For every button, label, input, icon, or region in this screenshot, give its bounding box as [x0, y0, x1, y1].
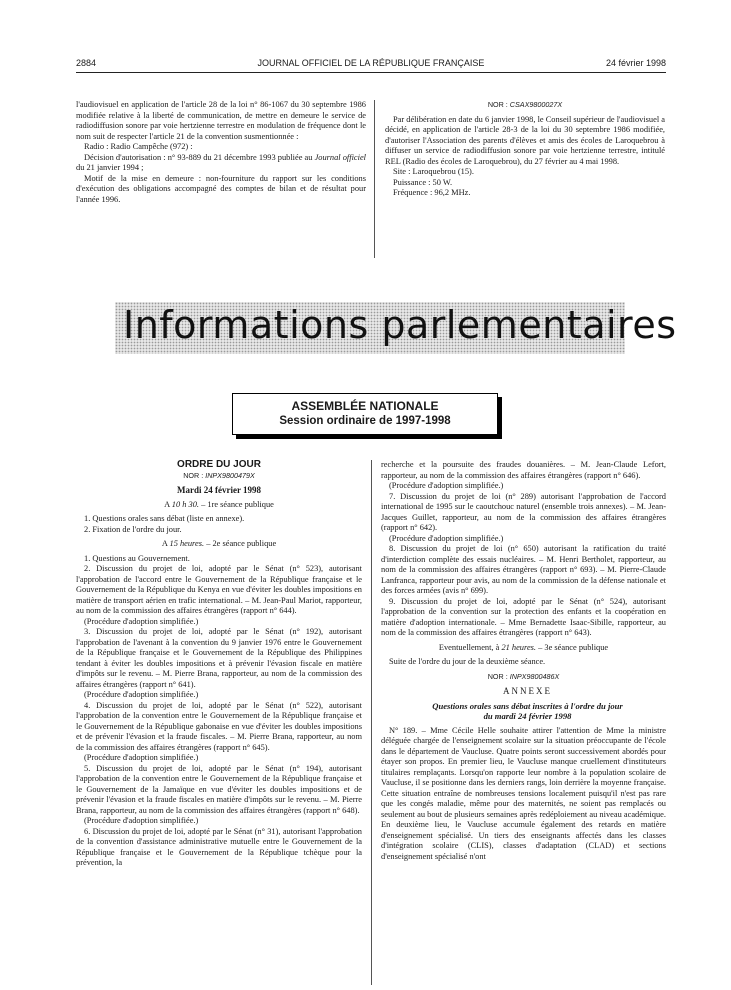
motif-line: Motif de la mise en demeure : non-fourniture du rapport sur les conditions d'exécution des obligations accompagné des comptes de bilan et de résultat pour l'année 1996.: [76, 173, 366, 204]
questions-date: du mardi 24 février 1998: [483, 711, 572, 721]
procedure-note: (Procédure d'adoption simplifiée.): [389, 533, 504, 543]
nor-reference: NOR : CSAX9800027X: [487, 100, 563, 109]
seance-3-heading: Eventuellement, à 21 heures. – 3e séance publique: [438, 642, 609, 652]
journal-title: JOURNAL OFFICIEL DE LA RÉPUBLIQUE FRANÇAISE: [257, 58, 485, 68]
suite-line: Suite de l'ordre du jour de la deuxième séance.: [389, 657, 546, 666]
agenda-item: 1. Questions au Gouvernement.: [84, 553, 190, 563]
radio-line: Radio : Radio Campêche (972) :: [84, 142, 193, 151]
agenda-item: 7. Discussion du projet de loi (n° 289) autorisant l'approbation de l'accord international de 1995 sur le caoutchouc naturel (ensemble trois annexes). – M. Jean-Jacques Guillet, rapporteur, au nom de la commission des affaires étrangères (rapport n° 642).: [381, 491, 666, 532]
bottom-right-column: [381, 460, 666, 862]
deliberation-paragraph: Par délibération en date du 6 janvier 1998, le Conseil supérieur de l'audiovisuel a décidé, en application de l'article 28-3 de la loi du 30 septembre 1986 modifiée, d'autoriser l'Association des parents d'élèves et amis des écoles de Laroquebrou à diffuser un service de radiodiffusion sonore par voie hertzienne terrestre, intitulé REL (Radio des écoles de Laroquebrou), du 27 février au 4 mai 1998.: [385, 114, 665, 166]
issue-date: 24 février 1998: [605, 58, 666, 68]
agenda-item: 3. Discussion du projet de loi, adopté par le Sénat (n° 192), autorisant l'approbation de l'avenant à la convention du 9 janvier 1976 entre le Gouvernement de la République française et le Gouvernement de la République des Philippines tendant à éviter les doubles impositions et à prévenir l'évasion fiscale en matière d'impôts sur le revenu. – M. Pierre Brana, rapporteur, au nom de la commission des affaires étrangères (rapport n° 641).: [76, 627, 362, 689]
banner-title: Informations parlementaires: [123, 303, 677, 347]
procedure-note: (Procédure d'adoption simplifiée.): [84, 690, 199, 699]
procedure-note: (Procédure d'adoption simplifiée.): [84, 616, 199, 626]
session-title: Session ordinaire de 1997-1998: [279, 415, 451, 427]
list-item: 1. Questions orales sans débat (liste en annexe).: [84, 514, 245, 523]
column-divider-bottom: [371, 460, 372, 985]
agenda-item: 4. Discussion du projet de loi, adopté par le Sénat (n° 522), autorisant l'approbation de la convention entre le Gouvernement de la République française et le Gouvernement de la République gabonaise en vue d'éviter les doubles impositions et de prévenir l'évasion et la fraude fiscales. – M. Pierre Brana, rapporteur, au nom de la commission des affaires étrangères (rapport n° 645).: [76, 700, 362, 752]
annexe-title: ANNEXE: [503, 686, 552, 696]
agenda-item: 5. Discussion du projet de loi, adopté par le Sénat (n° 194), autorisant l'approbation de la convention entre le Gouvernement de la République française et le Gouvernement de la Jamaïque en vue d'éviter les doubles impositions et de prévenir l'évasion et la fraude fiscales en matière d'impôts sur le revenu. – M. Pierre Brana, rapporteur, au nom de la commission des affaires étrangères (rapport n° 648).: [76, 763, 362, 815]
nor-reference-annexe: NOR : INPX9800486X: [487, 671, 560, 681]
procedure-note: (Procédure d'adoption simplifiée.): [84, 816, 199, 825]
top-left-column: [76, 100, 366, 205]
running-header: [76, 58, 666, 72]
question-189: N° 189. – Mme Cécile Helle souhaite attirer l'attention de Mme la ministre déléguée chargée de l'enseignement scolaire sur la situation préoccupante de l'école dans le département de Vaucluse. Quatre points seront successivement abordés pour étayer son propos. En premier lieu, le Vaucluse manque cruellement d'instituteurs titulaires remplaçants. Lorsqu'on rapporte leur nombre à la population scolaire de Vaucluse, il se positionne dans les derniers rangs, loin derrière la moyenne française. Cette situation entraîne de nombreuses tensions localement puisqu'il n'est pas rare que les congés maladie, même pour des maternités, ne soient pas remplacés ou seulement au bout de plusieurs semaines après redéploiement au niveau académique. En deuxième lieu, le Vaucluse accumule également des retards en matière d'enseignement spécialisé. Un tiers des enseignants affectés dans les classes d'intégration scolaire (CLIS), classes d'adaptation (CLAD) et sections d'enseignement spécialisé n'ont: [381, 725, 666, 861]
assembly-box: [232, 393, 498, 435]
agenda-item: 8. Discussion du projet de loi (n° 650) autorisant la ratification du traité d'interdiction complète des essais nucléaires. – M. Henri Bertholet, rapporteur, au nom de la commission des affaires étrangères (rapport n° 693). – M. Pierre-Claude Lanfranca, rapporteur pour avis, au nom de la commission de la défense nationale et des forces armées (avis n° 699).: [381, 544, 666, 595]
assembly-name: ASSEMBLÉE NATIONALE: [291, 399, 439, 413]
header-rule: [76, 72, 666, 73]
top-right-column: [385, 100, 665, 199]
seance-2-heading: A 15 heures. – 2e séance publique: [161, 539, 277, 548]
procedure-note: (Procédure d'adoption simplifiée.): [84, 753, 199, 762]
puissance-line: Puissance : 50 W.: [393, 177, 453, 187]
agenda-item: 9. Discussion du projet de loi, adopté par le Sénat (n° 524), autorisant l'approbation de la convention sur la protection des enfants et la coopération en matière d'adoption internationale. – Mme Bernadette Isaac-Sibille, rapporteur, au nom de la commission des affaires étrangères (rapport n° 643).: [381, 596, 666, 637]
agenda-item: 2. Discussion du projet de loi, adopté par le Sénat (n° 523), autorisant l'approbation de l'accord entre le Gouvernement de la République française et le Gouvernement de la République du Kenya en vue d'éviter les doubles impositions en matière de transport aérien en trafic international. – M. Jean-Paul Mariot, rapporteur, au nom de la commission des affaires étrangères (rapport n° 644).: [76, 564, 362, 615]
section-banner: [115, 302, 677, 354]
questions-title: Questions orales sans débat inscrites à l'ordre du jour: [432, 700, 623, 711]
list-item: 2. Fixation de l'ordre du jour.: [84, 524, 182, 534]
decision-line: Décision d'autorisation : n° 93-889 du 21 décembre 1993 publiée au Journal officiel du 21 janvier 1994 ;: [76, 152, 366, 172]
page-number: 2884: [76, 58, 97, 68]
agenda-item-continued: recherche et la poursuite des fraudes douanières. – M. Jean-Claude Lefort, rapporteur, au nom de la commission des affaires étrangères (rapport n° 646).: [381, 460, 666, 480]
nor-reference-ordre: NOR : INPX9800479X: [183, 470, 255, 480]
site-line: Site : Laroquebrou (15).: [393, 167, 474, 176]
column-divider-top: [374, 100, 375, 258]
csa-intro: l'audiovisuel en application de l'article 28 de la loi n° 86-1067 du 30 septembre 1986 modifiée relative à la liberté de communication, de mettre en demeure le service de radiodiffusion sonore par voie hertzienne terrestre en modulation de fréquence dont le nom suit de respecter l'article 21 de la convention susmentionnée :: [76, 100, 366, 141]
frequence-line: Fréquence : 96,2 MHz.: [393, 188, 471, 197]
seance-1-heading: A 10 h 30. – 1re séance publique: [164, 499, 274, 509]
procedure-note: (Procédure d'adoption simplifiée.): [389, 481, 504, 490]
ordre-du-jour-title: ORDRE DU JOUR: [177, 459, 261, 470]
journal-officiel-italic: Journal officiel: [314, 152, 366, 162]
agenda-item: 6. Discussion du projet de loi, adopté par le Sénat (n° 31), autorisant l'approbation de la convention d'assistance administrative mutuelle entre le Gouvernement de la République française et le Gouvernement de la République tchèque pour la prévention, la: [76, 826, 362, 867]
bottom-left-column: [76, 460, 362, 869]
session-date: Mardi 24 février 1998: [176, 485, 262, 495]
